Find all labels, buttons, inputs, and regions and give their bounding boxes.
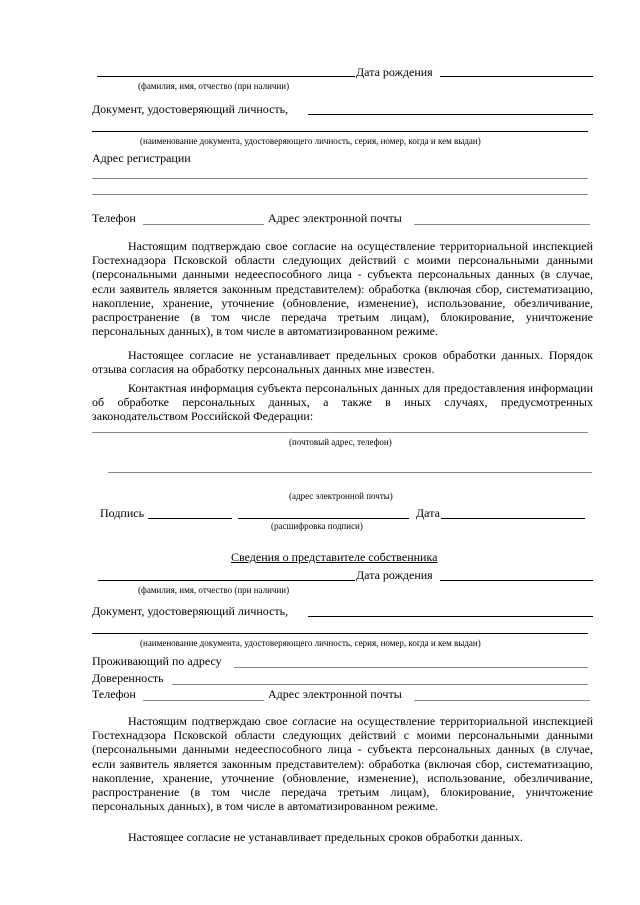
rep-poa-label: Доверенность <box>92 671 164 685</box>
sign-line[interactable] <box>148 518 232 519</box>
email-caption: (адрес электронной почты) <box>289 491 393 501</box>
email-address-line[interactable] <box>108 472 592 473</box>
postal-address-line[interactable] <box>92 432 588 433</box>
owner-address-line-1[interactable] <box>92 178 588 179</box>
owner-address-label: Адрес регистрации <box>92 151 191 165</box>
sign-date-label: Дата <box>416 506 440 520</box>
rep-birth-line[interactable] <box>440 580 593 581</box>
rep-poa-line[interactable] <box>172 684 588 685</box>
rep-doc-label: Документ, удостоверяющий личность, <box>92 604 289 618</box>
owner-doc-caption: (наименование документа, удостоверяющего личность, серия, номер, когда и кем выдан) <box>140 136 481 146</box>
sign-date-line[interactable] <box>441 518 585 519</box>
owner-doc-line-2[interactable] <box>92 131 588 132</box>
rep-email-label: Адрес электронной почты <box>268 687 402 701</box>
owner-email-label: Адрес электронной почты <box>268 211 402 225</box>
owner-fio-caption: (фамилия, имя, отчество (при наличии) <box>138 81 290 91</box>
owner-phone-label: Телефон <box>92 211 136 225</box>
rep-fio-line[interactable] <box>98 580 355 581</box>
owner-email-line[interactable] <box>414 224 590 225</box>
rep-doc-line-2[interactable] <box>92 633 588 634</box>
owner-phone-line[interactable] <box>143 224 264 225</box>
sign-label: Подпись <box>100 506 145 520</box>
representative-title: Сведения о представителе собственника <box>231 550 438 564</box>
rep-residence-label: Проживающий по адресу <box>92 654 222 668</box>
rep-birth-label: Дата рождения <box>356 568 433 582</box>
consent2-paragraph-1: Настоящим подтверждаю свое согласие на осуществление территориальной инспекцией Гостехнадзора Псковской области следующих действий с моими персональными данными (персональными данными недееспособного лица - субъекта персональных данных (в случае, если заявитель является законным представителем): обработка (включая сбор, систематизацию, накопление, хранение, уточнение (обновление, изменение), использование, обезличивание, распространение (в том числе передача третьим лицам), блокирование, уничтожение персональных данных), в том числе в автоматизированном режиме. <box>92 714 593 814</box>
owner-doc-label: Документ, удостоверяющий личность, <box>92 102 289 116</box>
rep-phone-line[interactable] <box>143 700 264 701</box>
consent-paragraph-1: Настоящим подтверждаю свое согласие на осуществление территориальной инспекцией Гостехнадзора Псковской области следующих действий с моими персональными данными (персональными данными недееспособного лица - субъекта персональных данных (в случае, если заявитель является законным представителем): обработка (включая сбор, систематизацию, накопление, хранение, уточнение (обновление, изменение), использование, обезличивание, распространение (в том числе передача третьим лицам), блокирование, уничтожение персональных данных), в том числе в автоматизированном режиме. <box>92 239 593 339</box>
rep-residence-line[interactable] <box>234 667 588 668</box>
rep-doc-line-1[interactable] <box>308 616 593 617</box>
owner-birth-label: Дата рождения <box>356 65 433 79</box>
owner-fio-line[interactable] <box>97 76 355 77</box>
consent-paragraph-2: Настоящее согласие не устанавливает предельных сроков обработки данных. Порядок отзыва согласия на обработку персональных данных мне известен. <box>92 348 593 377</box>
owner-doc-line-1[interactable] <box>308 114 593 115</box>
owner-address-line-2[interactable] <box>92 194 588 195</box>
postal-caption: (почтовый адрес, телефон) <box>289 437 392 447</box>
consent2-paragraph-2: Настоящее согласие не устанавливает предельных сроков обработки данных. <box>128 830 523 844</box>
rep-phone-label: Телефон <box>92 687 136 701</box>
sign-decode-line[interactable] <box>238 518 409 519</box>
rep-fio-caption: (фамилия, имя, отчество (при наличии) <box>138 585 290 595</box>
consent-paragraph-3: Контактная информация субъекта персональных данных для предоставления информации об обработке персональных данных, а также в иных случаях, предусмотренных законодательством Российской Федерации: <box>92 381 593 424</box>
decode-caption: (расшифровка подписи) <box>271 521 363 531</box>
rep-email-line[interactable] <box>414 700 590 701</box>
rep-doc-caption: (наименование документа, удостоверяющего личность, серия, номер, когда и кем выдан) <box>140 638 481 648</box>
owner-birth-line[interactable] <box>440 76 593 77</box>
